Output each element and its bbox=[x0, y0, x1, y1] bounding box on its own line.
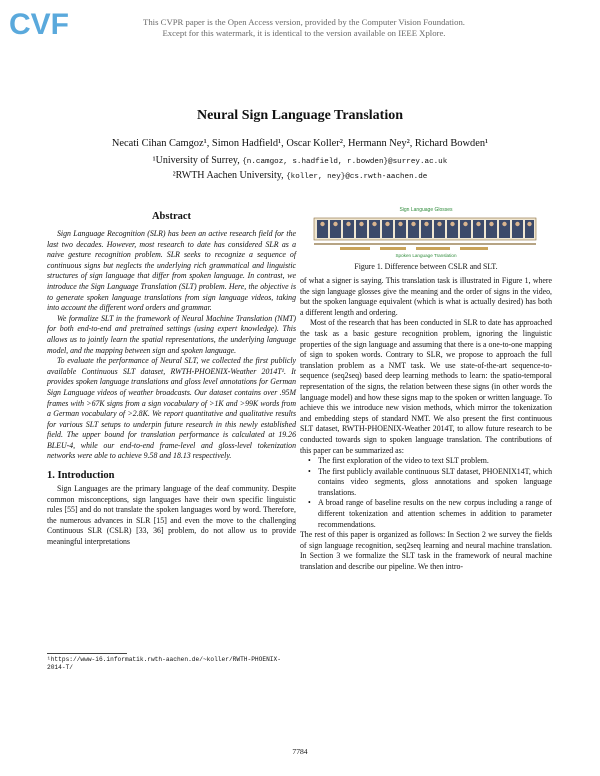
right-paragraph-3: The rest of this paper is organized as follows: In Section 2 we survey the fields of sign language recognition, seq2seq learning and neural machine translation. In Section 3 we formalize the SLT task in the framework of neural machine translation and describe our pipeline. We then intro- bbox=[300, 530, 552, 572]
abstract-heading: Abstract bbox=[151, 211, 192, 222]
sign-video-frames bbox=[314, 218, 536, 240]
open-access-banner bbox=[112, 17, 496, 39]
affiliation-1-name: ¹University of Surrey, bbox=[152, 155, 243, 166]
cvf-logo bbox=[7, 7, 113, 39]
introduction-heading: 1. Introduction bbox=[47, 470, 115, 482]
right-paragraph-2: Most of the research that has been conducted in SLR to date has approached the task as a basic gesture recognition problem, ignoring the linguistic properties of the sign language and assuming that there is a one-to-one mapping of sign to spoken words. Contrary to SLR, we propose to approach the full translation problem as a NMT task. We use state-of-the-art sequence-to-sequence (seq2seq) based deep learning methods to learn: the spatio-temporal representation of the signs, the relation between these signs (in other words the language model) and how these signs map to the spoken or written language. To achieve this we introduce new vision methods, which mirror the tokenization and embedding steps of standard NMT. We also present the first continuous SLT dataset, RWTH-PHOENIX-Weather 2014T, to allow future research to be conducted towards sign to spoken language translation. The contributions of this paper can be summarized as: bbox=[300, 318, 552, 455]
abstract-paragraph-2: We formalize SLT in the framework of Neural Machine Translation (NMT) for both end-to-end and pretrained settings (using expert knowledge). This allows us to jointly learn the spatial representations, the underlying language model, and the mapping between sign and spoken language. bbox=[47, 313, 296, 355]
affiliation-1-email: {n.camgoz, s.hadfield, r.bowden}@surrey.ac.uk bbox=[242, 158, 448, 166]
affiliation-2 bbox=[40, 169, 560, 184]
footnote: ¹https://www-i6.informatik.rwth-aachen.de/~koller/RWTH-PHOENIX-2014-T/ bbox=[47, 656, 281, 671]
introduction-paragraph-1: Sign Languages are the primary language of the deaf community. Despite common misconceptions, sign languages have their own specific linguistic rules [55] and do not translate the spoken languages word by word. Therefore, the numerous advances in SLR [15] and even the move to the challenging Continuous SLR (CSLR) [33, 36] problem, do not allow us to provide meaningful interpretations bbox=[47, 484, 296, 547]
affiliation-1 bbox=[40, 154, 560, 169]
right-paragraph-1: of what a signer is saying. This translation task is illustrated in Figure 1, where the sign language glosses give the meaning and the order of signs in the video, but the spoken language equivalent (which is what is actually desired) has both a different length and ordering. bbox=[300, 276, 552, 317]
figure-translation-label: Spoken Language Translation bbox=[395, 253, 457, 258]
affiliation-2-name: ²RWTH Aachen University, bbox=[172, 170, 287, 181]
abstract-section bbox=[47, 211, 296, 548]
author-list: Necati Cihan Camgoz¹, Simon Hadfield¹, Oscar Koller², Hermann Ney², Richard Bowden¹ bbox=[111, 138, 489, 149]
contributions-list bbox=[300, 456, 552, 530]
page-number: 7784 bbox=[292, 747, 308, 756]
contribution-item: • A broad range of baseline results on the new corpus including a range of different tokenization and attention schemes in addition to parameter recommendations. bbox=[310, 498, 552, 530]
abstract-paragraph-1: Sign Language Recognition (SLR) has been an active research field for the last two decades. However, most research to date has considered SLR as a naive gesture recognition problem. SLR seeks to recognize a sequence of continuous signs but neglects the underlying rich grammatical and linguistic structures of sign language that differ from spoken language. In contrast, we introduce the Sign Language Translation (SLT) problem. Here, the objective is to generate spoken language translations from sign language videos, taking into account the different word orders and grammar. bbox=[47, 229, 296, 313]
figure-1 bbox=[300, 204, 552, 260]
contribution-item: • The first exploration of the video to text SLT problem. bbox=[310, 456, 552, 467]
affiliation-2-email: {koller, ney}@cs.rwth-aachen.de bbox=[286, 173, 428, 181]
figure-gloss-label: Sign Language Glosses bbox=[399, 207, 453, 213]
banner-line-2: Except for this watermark, it is identical to the version available on IEEE Xplore. bbox=[162, 28, 446, 38]
footnote-rule bbox=[47, 653, 127, 654]
figure-1-caption: Figure 1. Difference between CSLR and SLT. bbox=[354, 262, 498, 271]
cvf-logo-text: CVF bbox=[9, 8, 69, 39]
right-column bbox=[300, 276, 552, 573]
banner-line-1: This CVPR paper is the Open Access version, provided by the Computer Vision Foundation. bbox=[143, 17, 465, 27]
affiliations bbox=[40, 154, 560, 184]
paper-title: Neural Sign Language Translation bbox=[196, 108, 404, 123]
abstract-paragraph-3: To evaluate the performance of Neural SLT, we collected the first publicly available Continuous SLT dataset, RWTH-PHOENIX-Weather 2014T¹. It provides spoken language translations and gloss level annotations for German Sign Language videos of weather broadcasts. Our dataset contains over .95M frames with >67K signs from a sign vocabulary of >1K and >99K words from a German vocabulary of >2.8K. We report quantitative and qualitative results for various SLT setups to underpin future research in this newly established field. The upper bound for translation performance is calculated at 19.26 BLEU-4, while our end-to-end frame-level and gloss-level tokenization networks were able to achieve 9.58 and 18.13 respectively. bbox=[47, 356, 296, 461]
contribution-item: • The first publicly available continuous SLT dataset, PHOENIX14T, which contains video segments, gloss annotations and spoken language translations. bbox=[310, 467, 552, 499]
